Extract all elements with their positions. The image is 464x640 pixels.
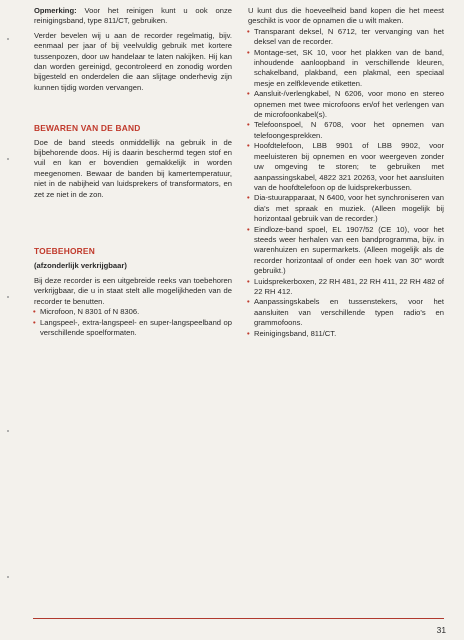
- tape-choice-paragraph: U kunt dus die hoeveelheid band kopen die het meest geschikt is voor de opnamen die u wilt maken.: [248, 6, 444, 26]
- margin-dot: [7, 576, 9, 578]
- right-column: [248, 6, 444, 339]
- footer-rule: [33, 618, 444, 619]
- maintenance-paragraph: Verder bevelen wij u aan de recorder regelmatig, bijv. eenmaal per jaar of bij veelvuldig gebruik met kortere tussenpozen, door uw handelaar te laten nakijken. Hij kan dan worden gereinigd, gecontroleerd en zonodig worden bijgesteld en onderdelen die aan slijtage onderhevig zijn kunnen tijdig worden vervangen.: [34, 30, 232, 92]
- list-item: • Dia-stuurapparaat, N 6400, voor het synchroniseren van dia's met spraak en muziek. (Alleen mogelijk bij horizontaal gebruik van de recorder.): [247, 193, 444, 224]
- left-column: [34, 6, 232, 338]
- bullet-icon: •: [247, 47, 250, 57]
- list-item: • Aanpassingskabels en tussenstekers, voor het aansluiten van verschillende typen radio's en grammofoons.: [247, 297, 444, 328]
- list-item: • Reinigingsband, 811/CT.: [247, 328, 337, 338]
- accessories-subheading: (afzonderlijk verkrijgbaar): [34, 260, 127, 270]
- accessories-list-left: [34, 307, 232, 338]
- bullet-icon: •: [247, 297, 250, 307]
- margin-dot: [7, 158, 9, 160]
- bullet-icon: •: [247, 89, 250, 99]
- bullet-icon: •: [247, 328, 250, 338]
- list-item: • Luidsprekerboxen, 22 RH 481, 22 RH 411, 22 RH 482 of 22 RH 412.: [247, 276, 444, 296]
- list-item: • Eindloze-band spoel, EL 1907/52 (CE 10), voor het steeds weer herhalen van een bandprogramma, bijv. in warenhuizen en supermarkets. (Alleen mogelijk als de recorder horizontaal of onder een hoek van 30° wordt gebruikt.): [247, 224, 444, 276]
- margin-dot: [7, 38, 9, 40]
- margin-dot: [7, 296, 9, 298]
- bullet-icon: •: [247, 141, 250, 151]
- accessories-intro: Bij deze recorder is een uitgebreide reeks van toebehoren verkrijgbaar, die u in staat stelt alle mogelijkheden van de recorder te benutten.: [34, 275, 232, 306]
- note-label: Opmerking:: [34, 6, 77, 15]
- bullet-icon: •: [33, 317, 36, 327]
- bullet-icon: •: [33, 307, 36, 317]
- accessories-list-right: [248, 27, 444, 339]
- list-item: • Telefoonspoel, N 6708, voor het opnemen van telefoongesprekken.: [247, 120, 444, 140]
- margin-dot: [7, 430, 9, 432]
- list-item: • Hoofdtelefoon, LBB 9901 of LBB 9902, voor meeluisteren bij opnemen en voor weergeven zonder uw omgeving te storen; te gebruiken met aanpassingskabel, 4822 321 20263, voor het aansluiten van de hoofdtelefoon op de luidsprekerbussen.: [247, 141, 444, 192]
- bullet-icon: •: [247, 26, 250, 36]
- list-item: • Aansluit-/verlengkabel, N 6206, voor mono en stereo opnemen met twee microfoons en/of het verlengen van de microfoonkabel(s).: [247, 89, 444, 120]
- bullet-icon: •: [247, 193, 250, 203]
- intro-paragraph: [34, 6, 232, 27]
- list-item: • Transparant deksel, N 6712, ter vervanging van het deksel van de recorder.: [247, 26, 444, 47]
- note-text: Voor het reinigen kunt u ook onze reinigingsband, type 811/CT, gebruiken.: [34, 6, 232, 26]
- page-number: 31: [436, 625, 446, 635]
- bullet-icon: •: [247, 120, 250, 130]
- section-heading-storage: BEWAREN VAN DE BAND: [34, 123, 141, 134]
- storage-paragraph: Doe de band steeds onmiddellijk na gebruik in de bijbehorende doos. Hij is daarin beschermd tegen stof en vuil en kan er bovendien gemakkelijk in worden meegenomen. Bewaar de banden bij kamertemperatuur, niet in de nabijheid van luidsprekers of transformators, en zet ze niet in de zon.: [34, 137, 232, 199]
- section-heading-accessories: TOEBEHOREN: [34, 246, 95, 257]
- bullet-icon: •: [247, 276, 250, 286]
- list-item: • Langspeel-, extra-langspeel- en super-langspeelband op verschillende spoelformaten.: [33, 317, 232, 337]
- list-item: • Microfoon, N 8301 of N 8306.: [33, 307, 140, 317]
- bullet-icon: •: [247, 224, 250, 234]
- list-item: • Montage-set, SK 10, voor het plakken van de band, inhoudende aanloopband in verschillende kleuren, schakelband, plakband, een plakmal, een speciaal mesje en zelfklevende etiketten.: [247, 47, 444, 88]
